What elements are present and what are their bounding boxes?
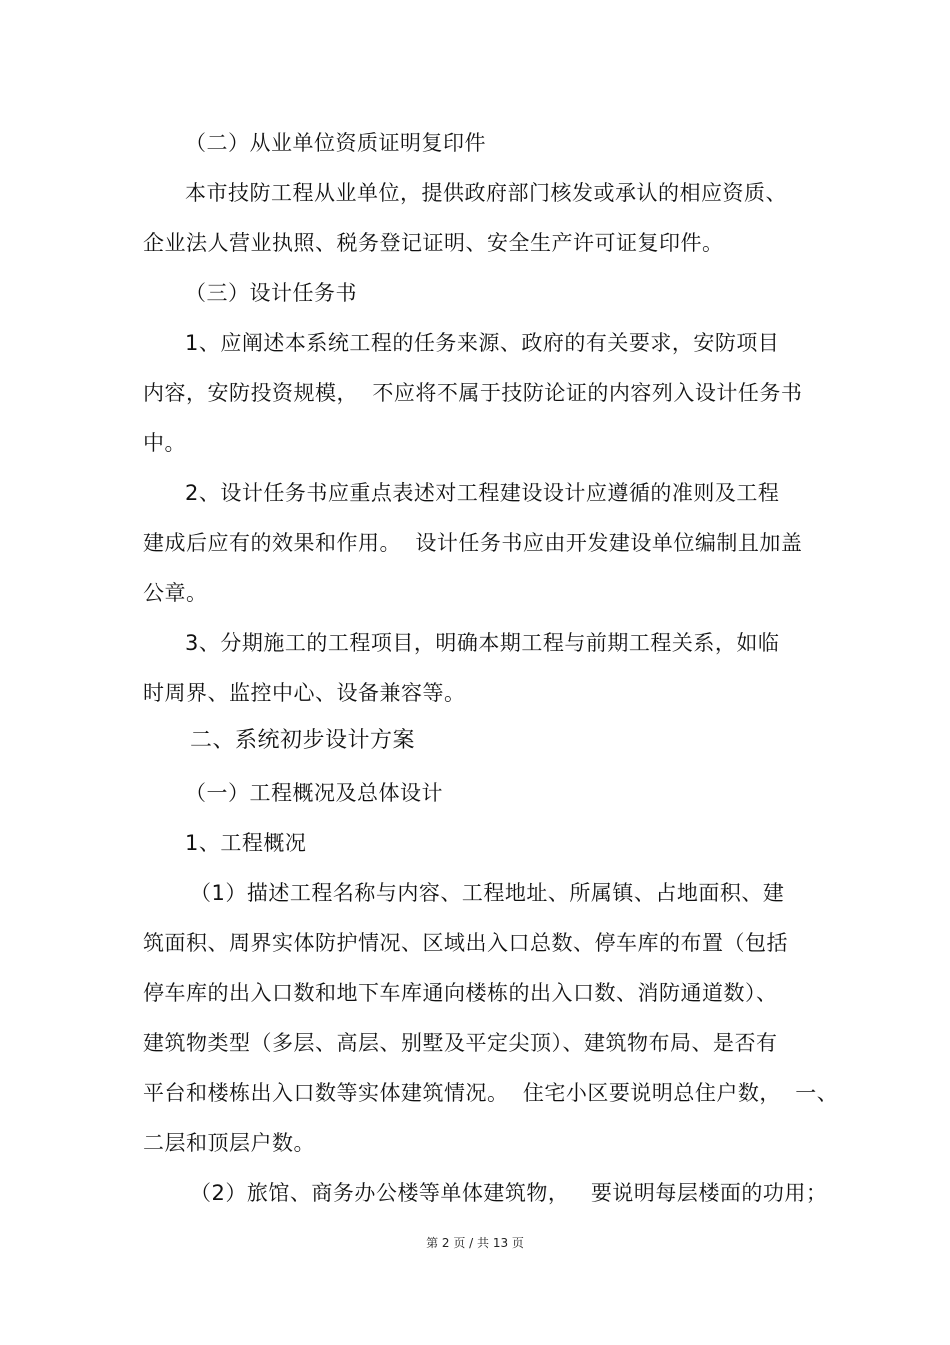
text-line-1: （二）从业单位资质证明复印件	[185, 131, 486, 155]
text-line-20: 平台和楼栋出入口数等实体建筑情况。 住宅小区要说明总住户数， 一、	[143, 1081, 839, 1105]
section-heading: 二、系统初步设计方案	[190, 728, 416, 753]
text-line-17: 筑面积、周界实体防护情况、区域出入口总数、停车库的布置（包括	[143, 931, 788, 955]
text-line-9: 建成后应有的效果和作用。 设计任务书应由开发建设单位编制且加盖	[143, 531, 803, 555]
text-line-14: （一）工程概况及总体设计	[185, 781, 443, 805]
text-line-19: 建筑物类型（多层、高层、别墅及平定尖顶）、建筑物布局、是否有	[143, 1031, 778, 1055]
page-number-footer: 第 2 页 / 共 13 页	[426, 1236, 524, 1250]
text-line-18: 停车库的出入口数和地下车库通向楼栋的出入口数、消防通道数）、	[143, 981, 778, 1005]
text-line-3: 企业法人营业执照、税务登记证明、安全生产许可证复印件。	[143, 231, 724, 255]
text-line-12: 时周界、监控中心、设备兼容等。	[143, 681, 466, 705]
text-line-10: 公章。	[143, 581, 208, 605]
text-line-4: （三）设计任务书	[185, 281, 357, 305]
text-line-2: 本市技防工程从业单位，提供政府部门核发或承认的相应资质、	[185, 181, 787, 205]
text-line-15: 1、工程概况	[185, 831, 307, 855]
text-line-21: 二层和顶层户数。	[143, 1131, 315, 1155]
text-line-6: 内容，安防投资规模， 不应将不属于技防论证的内容列入设计任务书	[143, 381, 803, 405]
text-line-11: 3、分期施工的工程项目，明确本期工程与前期工程关系，如临	[185, 631, 780, 655]
text-line-7: 中。	[143, 431, 186, 455]
text-line-8: 2、设计任务书应重点表述对工程建设设计应遵循的准则及工程	[185, 481, 780, 505]
text-line-5: 1、应阐述本系统工程的任务来源、政府的有关要求，安防项目	[185, 331, 780, 355]
text-line-22: （2）旅馆、商务办公楼等单体建筑物， 要说明每层楼面的功用；	[190, 1181, 828, 1205]
text-line-16: （1）描述工程名称与内容、工程地址、所属镇、占地面积、建	[190, 881, 785, 905]
